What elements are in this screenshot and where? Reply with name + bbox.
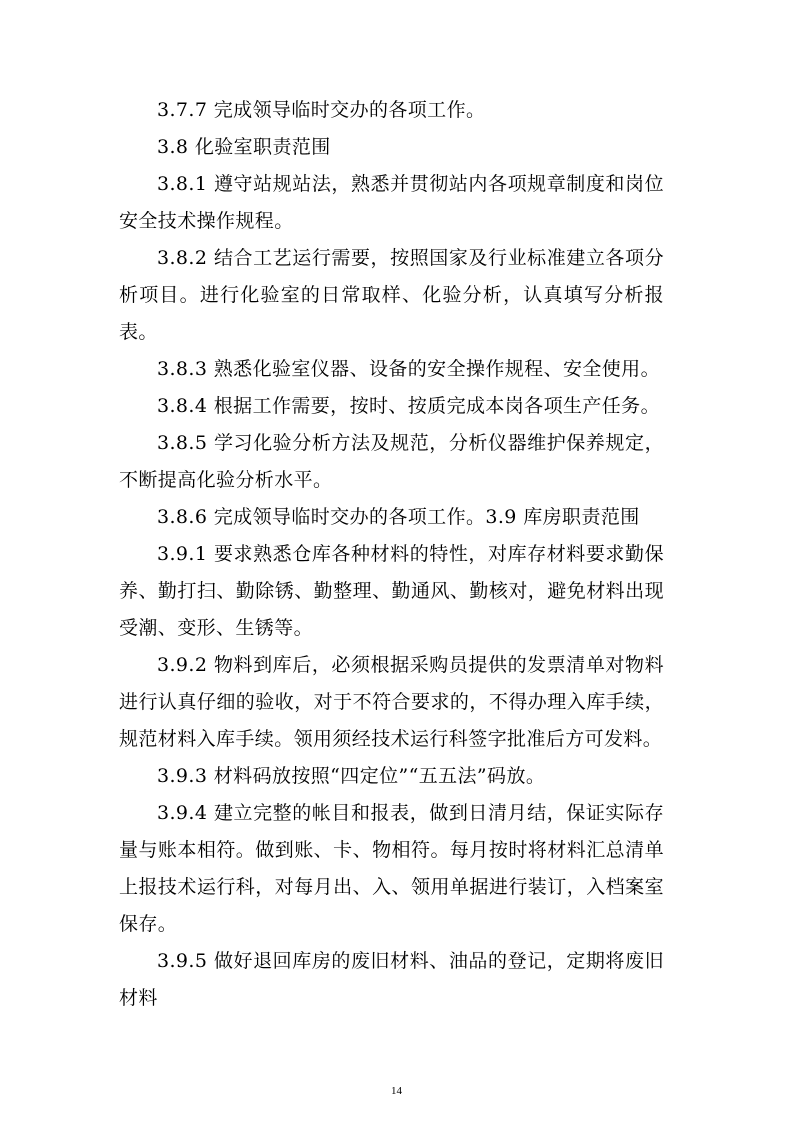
- paragraph-3-8-4: 3.8.4 根据工作需要，按时、按质完成本岗各项生产任务。: [157, 395, 660, 417]
- paragraph-3-7-7: 3.7.7 完成领导临时交办的各项工作。: [157, 99, 486, 121]
- paragraph-3-9-2: 3.9.2 物料到库后，必须根据采购员提供的发票清单对物料进行认真仔细的验收，对于不符合要求的，不得办理入库手续，规范材料入库手续。领用须经技术运行科签字批准后方可发料。: [119, 654, 664, 750]
- paragraph-3-9-1: 3.9.1 要求熟悉仓库各种材料的特性，对库存材料要求勤保养、勤打扫、勤除锈、勤整理、勤通风、勤核对，避免材料出现受潮、变形、生锈等。: [119, 543, 664, 639]
- paragraph-3-8-2: 3.8.2 结合工艺运行需要，按照国家及行业标准建立各项分析项目。进行化验室的日常取样、化验分析，认真填写分析报表。: [119, 247, 664, 343]
- paragraph-3-9-3: 3.9.3 材料码放按照“四定位”“五五法”码放。: [157, 765, 546, 787]
- paragraph-3-9-4: 3.9.4 建立完整的帐目和报表，做到日清月结，保证实际存量与账本相符。做到账、卡、物相符。每月按时将材料汇总清单上报技术运行科，对每月出、入、领用单据进行装订，入档案室保存。: [119, 802, 664, 935]
- page-number: 14: [391, 1085, 402, 1097]
- paragraph-3-8-3: 3.8.3 熟悉化验室仪器、设备的安全操作规程、安全使用。: [157, 358, 660, 380]
- paragraph-3-9-5: 3.9.5 做好退回库房的废旧材料、油品的登记，定期将废旧材料: [119, 950, 664, 1009]
- section-heading-3-8: 3.8 化验室职责范围: [157, 136, 331, 158]
- paragraph-3-8-1: 3.8.1 遵守站规站法，熟悉并贯彻站内各项规章制度和岗位安全技术操作规程。: [119, 173, 664, 232]
- document-body: [119, 92, 664, 1017]
- paragraph-3-8-5: 3.8.5 学习化验分析方法及规范，分析仪器维护保养规定，不断提高化验分析水平。: [119, 432, 664, 491]
- paragraph-3-8-6: 3.8.6 完成领导临时交办的各项工作。3.9 库房职责范围: [157, 506, 640, 528]
